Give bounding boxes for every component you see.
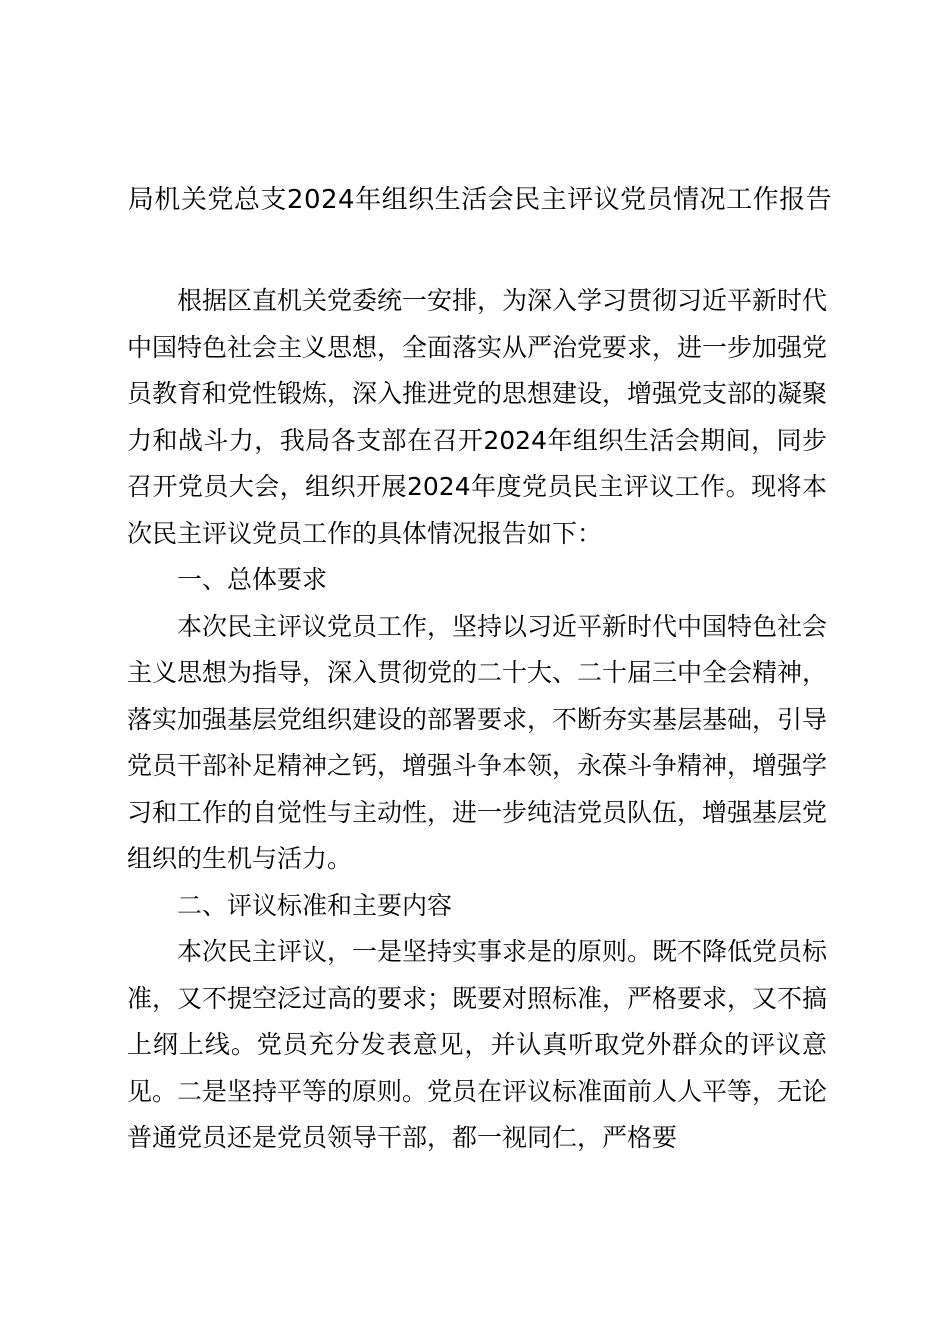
paragraph-intro: 根据区直机关党委统一安排，为深入学习贯彻习近平新时代中国特色社会主义思想，全面落实从严治党要求，进一步加强党员教育和党性锻炼，深入推进党的思想建设，增强党支部的凝聚力和战斗力，我局各支部在召开2024年组织生活会期间，同步召开党员大会，组织开展2024年度党员民主评议工作。现将本次民主评议党员工作的具体情况报告如下： — [127, 286, 828, 548]
paragraph-evaluation-standards: 本次民主评议，一是坚持实事求是的原则。既不降低党员标准，又不提空泛过高的要求；既要对照标准，严格要求，又不搞上纲上线。党员充分发表意见，并认真听取党外群众的评议意见。二是坚持平等的原则。党员在评议标准面前人人平等，无论普通党员还是党员领导干部，都一视同仁，严格要 — [127, 937, 828, 1152]
document-body — [127, 278, 827, 1162]
paragraph-overall-requirements: 本次民主评议党员工作，坚持以习近平新时代中国特色社会主义思想为指导，深入贯彻党的二十大、二十届三中全会精神，落实加强基层党组织建设的部署要求，不断夯实基层基础，引导党员干部补足精神之钙，增强斗争本领，永葆斗争精神，增强学习和工作的自觉性与主动性，进一步纯洁党员队伍，增强基层党组织的生机与活力。 — [127, 611, 828, 873]
section-heading-overall-requirements: 一、总体要求 — [177, 565, 328, 594]
document-title: 局机关党总支2024年组织生活会民主评议党员情况工作报告 — [127, 185, 833, 215]
section-heading-evaluation-standards: 二、评议标准和主要内容 — [177, 890, 453, 920]
